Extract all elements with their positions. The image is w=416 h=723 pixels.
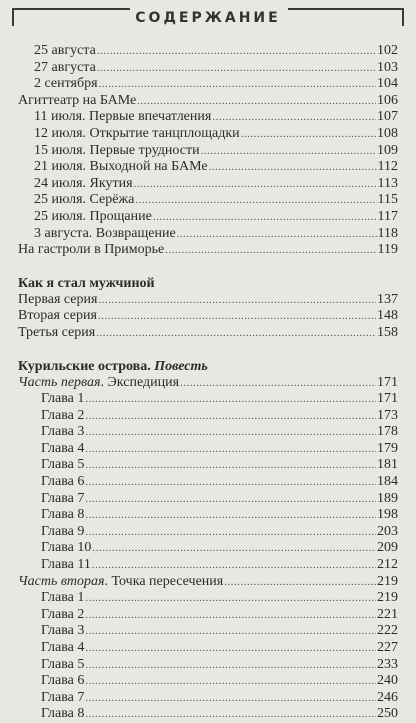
toc-entry-page: 118 [377, 225, 398, 241]
toc-entry-label: Глава 8 [41, 507, 85, 523]
part-name: Часть вторая [18, 573, 105, 589]
toc-entry-page: 158 [377, 324, 398, 340]
toc-entry-label: Глава 10 [41, 540, 92, 556]
header-rule-right [288, 8, 404, 10]
toc-entry-page: 173 [377, 407, 398, 423]
toc-entry-page: 219 [377, 573, 398, 589]
toc-entry [18, 590, 398, 607]
toc-entry [18, 242, 398, 259]
leader-dots [96, 325, 376, 342]
toc-entry-page: 181 [377, 457, 398, 473]
toc-entry [18, 507, 398, 524]
toc-entry-page: 212 [377, 557, 398, 573]
toc-entry-label: Глава 8 [41, 706, 85, 722]
section-title-text: Как я стал мужчиной [18, 275, 155, 291]
leader-dots [85, 690, 376, 707]
toc-entry-page: 108 [377, 125, 398, 141]
toc-entry-label: 12 июля. Открытие танцплощадки [34, 125, 240, 141]
toc-entry [18, 192, 398, 209]
leader-dots [85, 441, 376, 458]
toc-entry-page: 250 [377, 706, 398, 722]
leader-dots [85, 590, 376, 607]
toc-entry-label: 25 июля. Серёжа [34, 192, 135, 208]
toc-entry-page: 104 [377, 76, 398, 92]
leader-dots [212, 109, 376, 126]
leader-dots [85, 491, 376, 508]
leader-dots [85, 457, 376, 474]
toc-entry-label: Первая серия [18, 291, 98, 307]
toc-entry-label: Глава 3 [41, 623, 85, 639]
toc-entry-page: 112 [377, 159, 398, 175]
leader-dots [201, 143, 376, 160]
leader-dots [85, 507, 376, 524]
leader-dots [85, 640, 376, 657]
leader-dots [209, 159, 377, 176]
toc-entry-label: Глава 3 [41, 424, 85, 440]
leader-dots [85, 474, 376, 491]
toc-entry-page: 246 [377, 689, 398, 705]
leader-dots [224, 574, 376, 591]
toc-entry-page: 184 [377, 474, 398, 490]
leader-dots [177, 226, 377, 243]
toc-entry-page: 221 [377, 606, 398, 622]
toc-entry-label: 2 сентября [34, 76, 98, 92]
toc-entry-label: Вторая серия [18, 308, 97, 324]
toc-entry-label: Глава 6 [41, 474, 85, 490]
toc-entry [18, 143, 398, 160]
toc-entry [18, 391, 398, 408]
page-title: СОДЕРЖАНИЕ [135, 10, 281, 26]
toc-entry [18, 159, 398, 176]
toc-entry-page: 209 [377, 540, 398, 556]
toc-entry-label: 27 августа [34, 59, 96, 75]
toc-entry [18, 126, 398, 143]
toc-entry-label: Глава 4 [41, 440, 85, 456]
leader-dots [85, 408, 376, 425]
leader-dots [85, 607, 376, 624]
toc-entry-label: Глава 9 [41, 523, 85, 539]
toc-entry-label: 15 июля. Первые трудности [34, 142, 200, 158]
toc-entry [18, 673, 398, 690]
leader-dots [97, 43, 376, 60]
toc-part-entry [18, 574, 398, 591]
toc-entry-label: Агиттеатр на БАМе [18, 92, 137, 108]
toc-entry-label: 25 августа [34, 43, 96, 58]
toc-entry-label: Глава 2 [41, 606, 85, 622]
section-title-text: Курильские острова. [18, 358, 151, 374]
toc-entry [18, 76, 398, 93]
toc-entry [18, 457, 398, 474]
toc-entry-page: 106 [377, 92, 398, 108]
leader-dots [180, 375, 376, 392]
leader-dots [85, 524, 376, 541]
toc-entry-page: 233 [377, 656, 398, 672]
toc-entry-page: 198 [377, 507, 398, 523]
toc-entry [18, 325, 398, 342]
toc-entry [18, 640, 398, 657]
toc-entry-page: 222 [377, 623, 398, 639]
toc-entry-page: 203 [377, 523, 398, 539]
leader-dots [97, 60, 376, 77]
toc-entry-label: 25 июля. Прощание [34, 208, 152, 224]
part-subtitle: . Экспедиция [100, 374, 180, 390]
toc-entry-label: На гастроли в Приморье [18, 242, 165, 258]
toc-entry [18, 176, 398, 193]
toc-entry [18, 60, 398, 77]
toc-entry-label: Глава 2 [41, 407, 85, 423]
toc-entry-page: 137 [377, 291, 398, 307]
section-title-genre: Повесть [154, 358, 208, 374]
leader-dots [98, 292, 376, 309]
toc-entry [18, 424, 398, 441]
toc-part-label [18, 375, 179, 392]
toc-entry-label: 24 июля. Якутия [34, 175, 133, 191]
toc-entry-label: 21 июля. Выходной на БАМе [34, 159, 208, 175]
toc-entry [18, 690, 398, 707]
leader-dots [135, 192, 376, 209]
toc-entry-page: 179 [377, 440, 398, 456]
toc-entry [18, 308, 398, 325]
toc-entry-page: 117 [377, 208, 398, 224]
toc-entry [18, 540, 398, 557]
toc-entry [18, 109, 398, 126]
leader-dots [137, 93, 376, 110]
toc-entry-label: Глава 11 [41, 557, 91, 573]
section-title [18, 275, 398, 292]
leader-dots [134, 176, 377, 193]
toc-entry-page: 113 [377, 175, 398, 191]
toc-entry-page: 102 [377, 43, 398, 58]
toc-entry [18, 607, 398, 624]
toc-entry-label: Глава 7 [41, 490, 85, 506]
section-title [18, 358, 398, 375]
table-of-contents [18, 43, 398, 723]
toc-entry-page: 219 [377, 590, 398, 606]
toc-entry [18, 43, 398, 60]
toc-entry [18, 93, 398, 110]
toc-entry-page: 109 [377, 142, 398, 158]
toc-entry-label: Глава 4 [41, 640, 85, 655]
toc-entry-label: Глава 5 [41, 656, 85, 672]
toc-entry-label: Глава 5 [41, 457, 85, 473]
leader-dots [165, 242, 376, 259]
toc-entry [18, 491, 398, 508]
toc-part-entry [18, 375, 398, 392]
toc-entry-page: 103 [377, 59, 398, 75]
toc-entry [18, 706, 398, 723]
toc-entry-page: 107 [377, 109, 398, 125]
toc-entry-page: 171 [377, 374, 398, 390]
toc-entry [18, 557, 398, 574]
toc-entry-page: 178 [377, 424, 398, 440]
leader-dots [85, 424, 376, 441]
toc-entry-page: 189 [377, 490, 398, 506]
toc-entry [18, 524, 398, 541]
toc-entry [18, 226, 398, 243]
leader-dots [241, 126, 376, 143]
page-header [0, 2, 416, 42]
toc-part-label [18, 574, 223, 591]
toc-entry [18, 408, 398, 425]
toc-entry-label: Третья серия [18, 324, 96, 340]
toc-entry-page: 115 [377, 192, 398, 208]
toc-entry [18, 209, 398, 226]
toc-entry-page: 148 [377, 308, 398, 324]
leader-dots [92, 540, 376, 557]
header-corner-right [402, 8, 404, 26]
toc-entry-label: Глава 1 [41, 391, 85, 407]
toc-entry-label: 3 августа. Возвращение [34, 225, 176, 241]
toc-entry-page: 227 [377, 640, 398, 655]
leader-dots [85, 391, 376, 408]
leader-dots [85, 623, 376, 640]
part-subtitle: . Точка пересечения [104, 573, 224, 589]
leader-dots [92, 557, 376, 574]
toc-entry [18, 657, 398, 674]
leader-dots [153, 209, 377, 226]
toc-entry-page: 240 [377, 673, 398, 689]
leader-dots [85, 673, 376, 690]
toc-entry-page: 171 [377, 391, 398, 407]
toc-entry [18, 292, 398, 309]
part-name: Часть первая [18, 374, 101, 390]
toc-entry-label: Глава 6 [41, 673, 85, 689]
toc-entry-label: Глава 7 [41, 689, 85, 705]
toc-entry-label: 11 июля. Первые впечатления [34, 109, 212, 125]
toc-entry [18, 474, 398, 491]
toc-entry-label: Глава 1 [41, 590, 85, 606]
toc-entry-page: 119 [377, 242, 398, 258]
leader-dots [85, 657, 376, 674]
leader-dots [85, 706, 376, 723]
leader-dots [98, 308, 376, 325]
toc-entry [18, 623, 398, 640]
toc-entry [18, 441, 398, 458]
leader-dots [99, 76, 376, 93]
